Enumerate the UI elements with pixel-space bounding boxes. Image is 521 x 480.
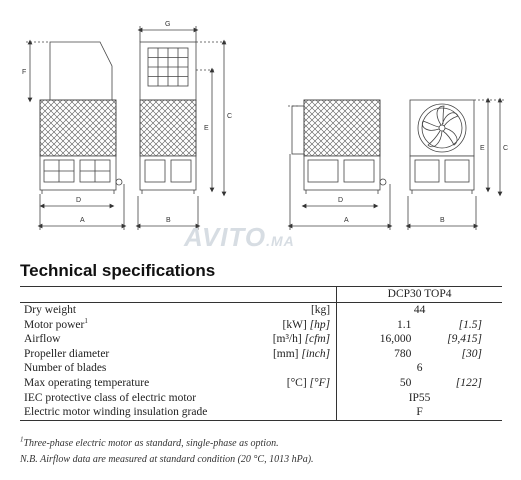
footnote-1 — [20, 435, 279, 449]
unit: [m³/h] [cfm] — [237, 332, 337, 347]
dim-label-c: C — [227, 113, 233, 120]
dim-label-a-2: A — [344, 217, 349, 224]
dim-label-e: E — [204, 125, 209, 132]
table-row — [20, 391, 502, 406]
table-row — [20, 361, 502, 376]
footnote-text: Three-phase electric motor as standard, single-phase as option. — [23, 438, 279, 449]
dim-label-d: D — [76, 197, 82, 204]
unit: [kg] — [237, 303, 337, 318]
footnote-marker: 1 — [84, 316, 88, 325]
table-row — [20, 332, 502, 347]
front-view-fan-unit — [408, 100, 504, 230]
unit: [mm] [inch] — [237, 347, 337, 362]
dim-label-b-2: B — [440, 217, 445, 224]
param-name: Dry weight — [24, 304, 77, 316]
param-name: Motor power$^1$ — [24, 316, 88, 331]
table-row — [20, 303, 502, 318]
value-alt: [1.5] — [458, 318, 482, 331]
value: 16,000 — [379, 333, 412, 346]
dim-label-g: G — [165, 21, 171, 28]
dim-label-d-2: D — [338, 197, 344, 204]
table-row — [20, 405, 502, 420]
unit — [237, 405, 337, 420]
footnote-text: N.B. Airflow data are measured at standard condition (20 °C, 1013 hPa). — [20, 454, 314, 465]
side-view-fan-unit — [288, 100, 390, 230]
model-name: DCP30 TOP4 — [337, 287, 502, 303]
param-name: Airflow — [24, 333, 61, 346]
table-row — [20, 376, 502, 391]
unit: [kW] [hp] — [237, 318, 337, 333]
param-name: Propeller diameter — [24, 347, 110, 360]
side-view — [26, 42, 124, 230]
param-name: IEC protective class of electric motor — [24, 391, 197, 404]
spec-table — [20, 286, 502, 421]
footnote-2 — [20, 454, 314, 465]
value-alt: [30] — [461, 347, 482, 360]
unit: [°C] [°F] — [237, 376, 337, 391]
value: 780 — [394, 347, 412, 360]
table-header-row — [20, 287, 502, 303]
front-view — [138, 26, 228, 230]
dim-label-e-2: E — [480, 145, 485, 152]
value-alt: [9,415] — [447, 333, 482, 346]
param-name: Electric motor winding insulation grade — [20, 405, 237, 420]
dim-label-b: B — [166, 217, 171, 224]
value-alt: [122] — [455, 376, 482, 389]
param-name: Max operating temperature — [24, 376, 150, 389]
dim-label-a: A — [80, 217, 85, 224]
watermark: AVITO.MA — [184, 222, 295, 252]
table-row — [20, 347, 502, 362]
dim-label-f: F — [22, 69, 27, 76]
value: 6 — [416, 362, 423, 375]
value: 50 — [399, 376, 412, 389]
unit — [237, 391, 337, 406]
dim-label-c-2: C — [503, 145, 509, 152]
value: 44 — [413, 304, 426, 316]
page-title: Technical specifications — [20, 261, 216, 280]
value: F — [337, 405, 502, 420]
value: IP55 — [408, 391, 431, 404]
unit — [237, 361, 337, 376]
table-row — [20, 318, 502, 333]
value: 1.1 — [397, 318, 412, 331]
param-name: Number of blades — [24, 362, 107, 375]
footnote-marker: 1 — [20, 435, 24, 444]
